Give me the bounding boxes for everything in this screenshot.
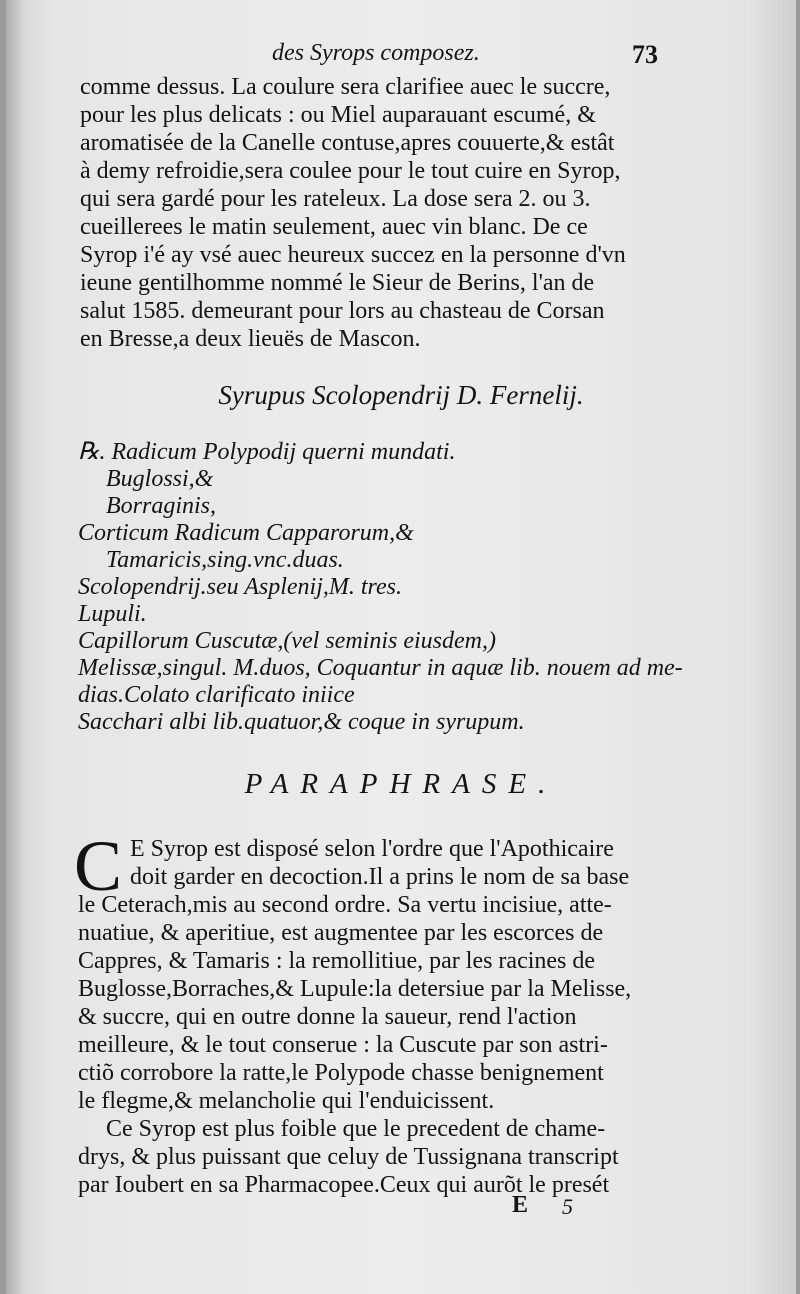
text-line: à demy refroidie,sera coulee pour le tout cuire en Syrop,: [80, 158, 621, 184]
text-line: & succre, qui en outre donne la saueur, rend l'action: [78, 1004, 577, 1030]
text-line: cueillerees le matin seulement, auec vin blanc. De ce: [80, 214, 588, 240]
recipe-line: Buglossi,&: [106, 466, 214, 492]
text-line: Cappres, & Tamaris : la remollitiue, par les racines de: [78, 948, 596, 974]
running-title: des Syrops composez.: [272, 40, 480, 66]
text-line: doit garder en decoction.Il a prins le nom de sa base: [130, 864, 630, 890]
text-line: E Syrop est disposé selon l'ordre que l'Apothicaire: [130, 836, 614, 862]
signature-mark: E: [512, 1192, 529, 1218]
recipe-line: Melissæ,singul. M.duos, Coquantur in aquæ lib. nouem ad me-: [78, 655, 683, 681]
text-line: ieune gentilhomme nommé le Sieur de Berins, l'an de: [80, 270, 595, 296]
text-line: Ce Syrop est plus foible que le precedent de chame-: [106, 1116, 606, 1142]
recipe-line: Lupuli.: [78, 601, 147, 627]
text-line: pour les plus delicats : ou Miel auparauant escumé, &: [80, 102, 596, 128]
text-line: nuatiue, & aperitiue, est augmentee par les escorces de: [78, 920, 604, 946]
recipe-line: ℞. Radicum Polypodij querni mundati.: [78, 439, 456, 465]
recipe-line: Borraginis,: [106, 493, 217, 519]
text-line: salut 1585. demeurant pour lors au chasteau de Corsan: [80, 298, 605, 324]
recipe-title: Syrupus Scolopendrij D. Fernelij.: [218, 380, 584, 410]
text-line: comme dessus. La coulure sera clarifiee auec le succre,: [80, 74, 611, 100]
recipe-line: dias.Colato clarificato iniice: [78, 682, 355, 708]
text-line: ctiõ corrobore la ratte,le Polypode chasse benignement: [78, 1060, 604, 1086]
page-number: 73: [632, 40, 658, 69]
drop-cap: C: [74, 826, 123, 906]
text-line: meilleure, & le tout conserue : la Cuscute par son astri-: [78, 1032, 608, 1058]
text-line: Buglosse,Borraches,& Lupule:la detersiue par la Melisse,: [78, 976, 632, 1002]
recipe-line: Corticum Radicum Capparorum,&: [78, 520, 414, 546]
recipe-line: Sacchari albi lib.quatuor,& coque in syrupum.: [78, 709, 525, 735]
section-heading: PARAPHRASE.: [244, 768, 558, 800]
text-line: en Bresse,a deux lieuës de Mascon.: [80, 326, 421, 352]
recipe-line: Capillorum Cuscutæ,(vel seminis eiusdem,): [78, 628, 496, 654]
text-line: le Ceterach,mis au second ordre. Sa vertu incisiue, atte-: [78, 892, 612, 918]
text-line: drys, & plus puissant que celuy de Tussignana transcript: [78, 1144, 619, 1170]
signature-number: 5: [562, 1194, 573, 1219]
text-line: le flegme,& melancholie qui l'enduicissent.: [78, 1088, 495, 1114]
text-line: Syrop i'é ay vsé auec heureux succez en la personne d'vn: [80, 242, 626, 268]
text-line: aromatisée de la Canelle contuse,apres couuerte,& estât: [80, 130, 615, 156]
text-line: par Ioubert en sa Pharmacopee.Ceux qui aurõt le presét: [78, 1172, 610, 1198]
recipe-line: Tamaricis,sing.vnc.duas.: [106, 547, 344, 573]
book-page: [6, 0, 796, 1294]
recipe-line: Scolopendrij.seu Asplenij,M. tres.: [78, 574, 402, 600]
text-line: qui sera gardé pour les rateleux. La dose sera 2. ou 3.: [80, 186, 591, 212]
